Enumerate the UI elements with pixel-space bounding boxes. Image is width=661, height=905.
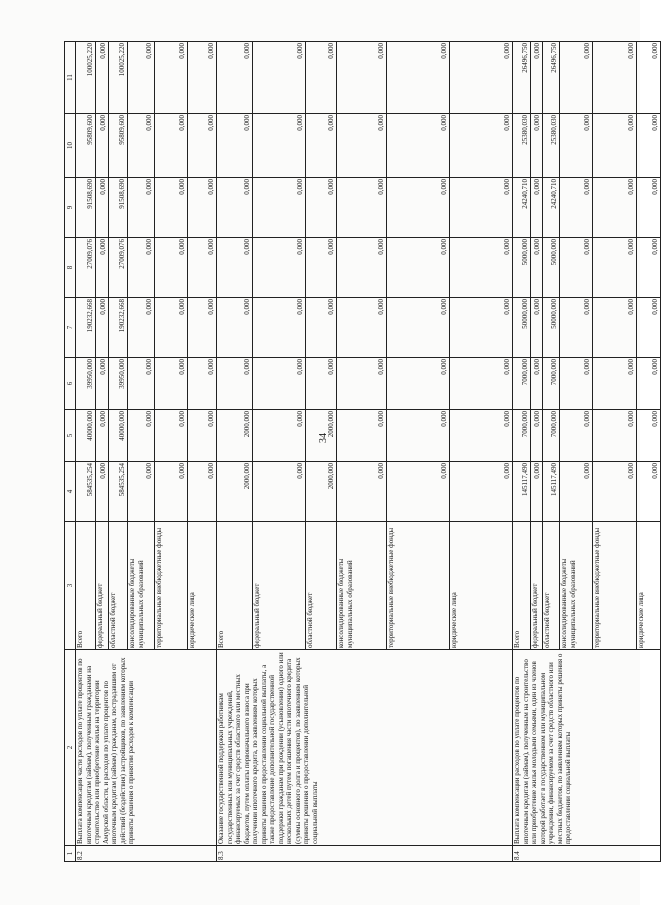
- funding-source: территориальные внебюджетные фонды: [155, 522, 188, 650]
- value-cell: 0,000: [450, 358, 513, 410]
- value-cell: 0,000: [450, 42, 513, 114]
- value-cell: 91508,690: [76, 178, 96, 238]
- value-cell: 0,000: [387, 298, 450, 358]
- header-cell: 4: [65, 462, 76, 522]
- value-cell: 0,000: [593, 462, 637, 522]
- value-cell: 0,000: [306, 238, 337, 298]
- value-cell: 0,000: [637, 410, 661, 462]
- value-cell: 0,000: [155, 462, 188, 522]
- value-cell: 0,000: [188, 114, 217, 178]
- section-title: Выплата компенсации расходов по уплате процентов по ипотечным кредитам (займам), полученным на строительство или приобретение жилья молодыми семьями, один из членов которой работает в государственном или муниципальном учреждении, финансируемом за счет средств областного или местных бюджетов, по заявлениям которых приняты решения о предоставлении социальной выплаты: [513, 650, 661, 846]
- section-number: 8.3: [217, 846, 513, 862]
- value-cell: 0,000: [306, 358, 337, 410]
- value-cell: 145117,490: [543, 462, 560, 522]
- value-cell: 0,000: [188, 178, 217, 238]
- value-cell: 0,000: [217, 178, 253, 238]
- value-cell: 0,000: [306, 178, 337, 238]
- table-row: [513, 42, 531, 862]
- funding-source: территориальные внебюджетные фонды: [387, 522, 450, 650]
- value-cell: 0,000: [387, 42, 450, 114]
- value-cell: 0,000: [188, 358, 217, 410]
- value-cell: 0,000: [253, 410, 306, 462]
- value-cell: 0,000: [637, 114, 661, 178]
- value-cell: 0,000: [637, 42, 661, 114]
- rotated-table-container: [64, 42, 660, 862]
- value-cell: 2000,000: [306, 410, 337, 462]
- value-cell: 0,000: [450, 178, 513, 238]
- value-cell: 0,000: [96, 42, 109, 114]
- section-number: 8.4: [513, 846, 661, 862]
- value-cell: 0,000: [188, 238, 217, 298]
- value-cell: 0,000: [560, 358, 593, 410]
- value-cell: 0,000: [96, 358, 109, 410]
- funding-source: Всего: [217, 522, 253, 650]
- funding-source: консолидированные бюджеты муниципальных образований: [128, 522, 155, 650]
- value-cell: 0,000: [593, 178, 637, 238]
- value-cell: 0,000: [560, 410, 593, 462]
- header-cell: 9: [65, 178, 76, 238]
- value-cell: 0,000: [531, 238, 543, 298]
- value-cell: 0,000: [217, 114, 253, 178]
- value-cell: 0,000: [253, 358, 306, 410]
- value-cell: 190232,668: [76, 298, 96, 358]
- value-cell: 0,000: [128, 462, 155, 522]
- value-cell: 100025,220: [76, 42, 96, 114]
- section-number: 8.2: [76, 846, 217, 862]
- value-cell: 2000,000: [217, 410, 253, 462]
- value-cell: 0,000: [253, 178, 306, 238]
- value-cell: 0,000: [188, 298, 217, 358]
- value-cell: 5000,000: [543, 238, 560, 298]
- value-cell: 0,000: [155, 178, 188, 238]
- funding-source: консолидированные бюджеты муниципальных образований: [560, 522, 593, 650]
- value-cell: 584535,254: [109, 462, 128, 522]
- value-cell: 0,000: [560, 178, 593, 238]
- header-cell: 3: [65, 522, 76, 650]
- funding-source: федеральный бюджет: [531, 522, 543, 650]
- value-cell: 0,000: [128, 358, 155, 410]
- value-cell: 0,000: [96, 238, 109, 298]
- value-cell: 0,000: [593, 114, 637, 178]
- funding-source: федеральный бюджет: [253, 522, 306, 650]
- value-cell: 39950,000: [76, 358, 96, 410]
- value-cell: 0,000: [531, 178, 543, 238]
- value-cell: 0,000: [450, 462, 513, 522]
- funding-source: федеральный бюджет: [96, 522, 109, 650]
- value-cell: 0,000: [96, 114, 109, 178]
- value-cell: 0,000: [593, 410, 637, 462]
- funding-source: областной бюджет: [306, 522, 337, 650]
- funding-source: юридические лица: [450, 522, 513, 650]
- value-cell: 0,000: [155, 238, 188, 298]
- value-cell: 0,000: [560, 298, 593, 358]
- value-cell: 0,000: [593, 358, 637, 410]
- table-body: [65, 42, 661, 862]
- value-cell: 0,000: [253, 238, 306, 298]
- value-cell: 7000,000: [543, 410, 560, 462]
- value-cell: 0,000: [155, 114, 188, 178]
- value-cell: 0,000: [155, 42, 188, 114]
- header-cell: 2: [65, 650, 76, 846]
- value-cell: 584535,254: [76, 462, 96, 522]
- value-cell: 0,000: [387, 238, 450, 298]
- value-cell: 26496,750: [513, 42, 531, 114]
- value-cell: 0,000: [96, 410, 109, 462]
- value-cell: 0,000: [128, 178, 155, 238]
- value-cell: 0,000: [306, 298, 337, 358]
- value-cell: 0,000: [253, 42, 306, 114]
- value-cell: 0,000: [253, 114, 306, 178]
- value-cell: 0,000: [188, 42, 217, 114]
- value-cell: 27009,076: [76, 238, 96, 298]
- header-cell: 11: [65, 42, 76, 114]
- value-cell: 25380,030: [543, 114, 560, 178]
- value-cell: 0,000: [253, 462, 306, 522]
- value-cell: 91508,690: [109, 178, 128, 238]
- value-cell: 0,000: [387, 178, 450, 238]
- value-cell: 0,000: [128, 114, 155, 178]
- funding-source: Всего: [76, 522, 96, 650]
- value-cell: 0,000: [188, 410, 217, 462]
- header-cell: 10: [65, 114, 76, 178]
- value-cell: 0,000: [560, 114, 593, 178]
- value-cell: 24240,710: [513, 178, 531, 238]
- value-cell: 0,000: [531, 358, 543, 410]
- header-cell: 1: [65, 846, 76, 862]
- value-cell: 100025,220: [109, 42, 128, 114]
- value-cell: 0,000: [155, 358, 188, 410]
- value-cell: 0,000: [337, 114, 387, 178]
- value-cell: 0,000: [96, 298, 109, 358]
- value-cell: 0,000: [96, 462, 109, 522]
- value-cell: 0,000: [337, 42, 387, 114]
- header-row: [65, 42, 76, 862]
- value-cell: 0,000: [637, 178, 661, 238]
- value-cell: 0,000: [128, 238, 155, 298]
- funding-source: юридические лица: [637, 522, 661, 650]
- value-cell: 0,000: [450, 298, 513, 358]
- value-cell: 0,000: [217, 358, 253, 410]
- value-cell: 0,000: [450, 410, 513, 462]
- value-cell: 0,000: [306, 42, 337, 114]
- budget-table: [64, 41, 661, 862]
- value-cell: 0,000: [128, 410, 155, 462]
- value-cell: 7000,000: [543, 358, 560, 410]
- value-cell: 0,000: [128, 42, 155, 114]
- value-cell: 2000,000: [306, 462, 337, 522]
- value-cell: 0,000: [637, 238, 661, 298]
- value-cell: 0,000: [337, 462, 387, 522]
- value-cell: 0,000: [253, 298, 306, 358]
- value-cell: 0,000: [531, 462, 543, 522]
- value-cell: 0,000: [593, 298, 637, 358]
- value-cell: 0,000: [560, 462, 593, 522]
- value-cell: 0,000: [387, 462, 450, 522]
- funding-source: Всего: [513, 522, 531, 650]
- funding-source: территориальные внебюджетные фонды: [593, 522, 637, 650]
- header-cell: 7: [65, 298, 76, 358]
- section-title: Выплата компенсации части расходов по уплате процентов по ипотечным кредитам (займам), полученным гражданами на строительство или приобретение жилья на территории Амурской области, и расходов по уплате процентов по ипотечным кредитам (займам) гражданам, пострадавшим от действий (бездействия) застройщиков, по заявлениям которых приняты решения о принятии расходов к компенсации: [76, 650, 217, 846]
- value-cell: 50000,000: [513, 298, 531, 358]
- value-cell: 0,000: [560, 42, 593, 114]
- value-cell: 95809,600: [109, 114, 128, 178]
- value-cell: 7000,000: [513, 358, 531, 410]
- table-row: [76, 42, 96, 862]
- header-cell: 5: [65, 410, 76, 462]
- value-cell: 0,000: [337, 298, 387, 358]
- value-cell: 0,000: [337, 238, 387, 298]
- value-cell: 190232,668: [109, 298, 128, 358]
- value-cell: 2000,000: [217, 462, 253, 522]
- value-cell: 39950,000: [109, 358, 128, 410]
- value-cell: 0,000: [337, 358, 387, 410]
- value-cell: 0,000: [128, 298, 155, 358]
- value-cell: 0,000: [450, 238, 513, 298]
- value-cell: 0,000: [387, 410, 450, 462]
- value-cell: 24240,710: [543, 178, 560, 238]
- value-cell: 0,000: [593, 238, 637, 298]
- value-cell: 5000,000: [513, 238, 531, 298]
- value-cell: 95809,600: [76, 114, 96, 178]
- value-cell: 0,000: [637, 298, 661, 358]
- header-cell: 8: [65, 238, 76, 298]
- value-cell: 27009,076: [109, 238, 128, 298]
- value-cell: 0,000: [531, 42, 543, 114]
- value-cell: 0,000: [217, 238, 253, 298]
- funding-source: консолидированные бюджеты муниципальных образований: [337, 522, 387, 650]
- value-cell: 0,000: [217, 42, 253, 114]
- table-row: [217, 42, 253, 862]
- value-cell: 0,000: [593, 42, 637, 114]
- value-cell: 0,000: [637, 462, 661, 522]
- value-cell: 0,000: [188, 462, 217, 522]
- value-cell: 0,000: [531, 298, 543, 358]
- value-cell: 0,000: [560, 238, 593, 298]
- value-cell: 0,000: [450, 114, 513, 178]
- value-cell: 0,000: [306, 114, 337, 178]
- value-cell: 25380,030: [513, 114, 531, 178]
- value-cell: 0,000: [387, 358, 450, 410]
- value-cell: 40000,000: [109, 410, 128, 462]
- value-cell: 0,000: [531, 114, 543, 178]
- funding-source: областной бюджет: [109, 522, 128, 650]
- value-cell: 26496,750: [543, 42, 560, 114]
- funding-source: областной бюджет: [543, 522, 560, 650]
- value-cell: 0,000: [96, 178, 109, 238]
- value-cell: 145117,490: [513, 462, 531, 522]
- header-cell: 6: [65, 358, 76, 410]
- value-cell: 0,000: [337, 178, 387, 238]
- value-cell: 0,000: [337, 410, 387, 462]
- page-number: 34: [318, 433, 329, 443]
- value-cell: 7000,000: [513, 410, 531, 462]
- value-cell: 40000,000: [76, 410, 96, 462]
- value-cell: 0,000: [155, 298, 188, 358]
- funding-source: юридические лица: [188, 522, 217, 650]
- value-cell: 0,000: [387, 114, 450, 178]
- value-cell: 0,000: [155, 410, 188, 462]
- value-cell: 0,000: [637, 358, 661, 410]
- value-cell: 50000,000: [543, 298, 560, 358]
- value-cell: 0,000: [531, 410, 543, 462]
- value-cell: 0,000: [217, 298, 253, 358]
- section-title: Оказание государственной поддержки работникам государственных или муниципальных учреждений, финансируемых за счет средств областного или местных бюджетов, путем оплаты первоначального взноса при получении ипотечного кредита, по заявлениям которых приняты решения о предоставлении социальной выплаты, а также предоставление дополнительной государственной поддержки гражданам при рождении (усыновлении) одного или нескольких детей путем погашения части ипотечного кредита (суммы основного долга и процентов), по заявлениям которых приняты решения о предоставлении дополнительной социальной выплаты: [217, 650, 513, 846]
